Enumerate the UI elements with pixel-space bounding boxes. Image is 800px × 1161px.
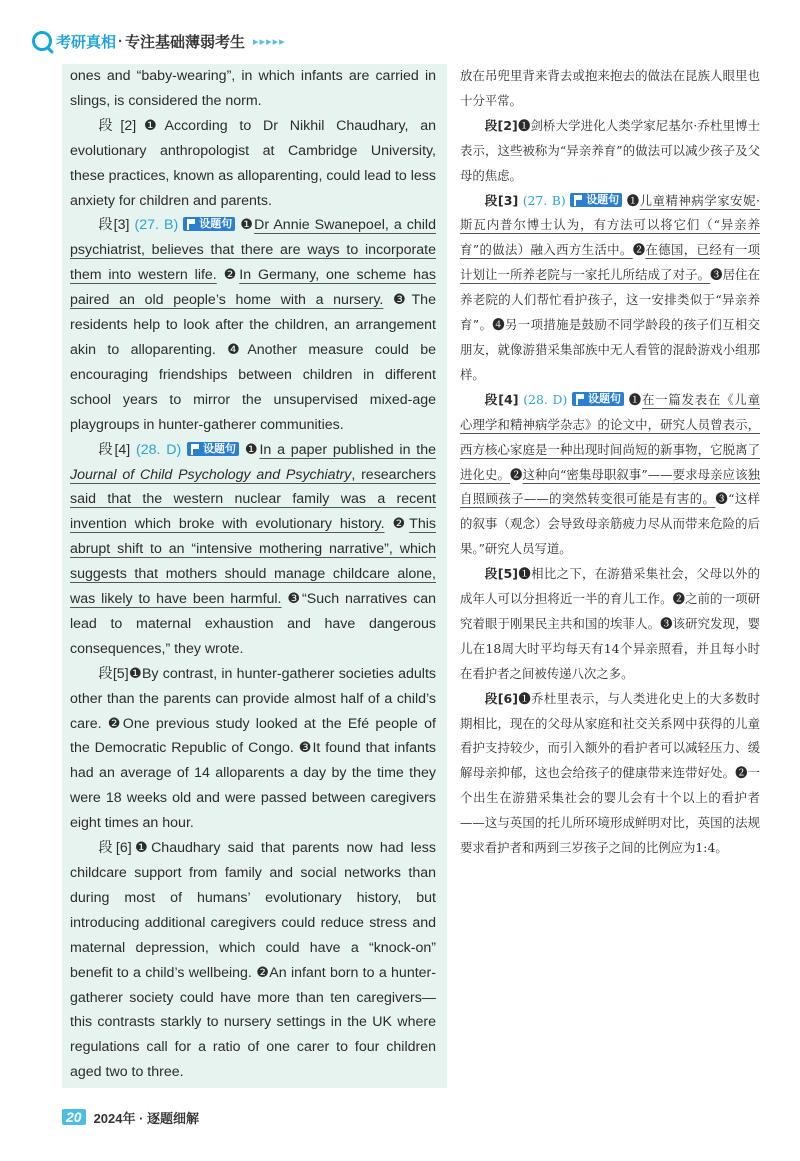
paragraph-label: 段[3]: [98, 217, 130, 234]
answer-key: (28. D): [523, 391, 568, 407]
sentence: The residents help to look after the children, an arrangement akin to alloparenting.: [70, 292, 436, 358]
sentence: 相比之下，在游猎采集社会，父母以外的成年人可以分担将近一半的育儿工作。: [460, 566, 761, 607]
sentence-number: ❸: [660, 615, 673, 631]
journal-title: Journal of Child Psychology and Psychiatry: [70, 466, 352, 483]
sentence: 之前的一项研究着眼于刚果民主共和国的埃菲人。: [460, 591, 761, 631]
chevrons-icon: ▸▸▸▸▸: [253, 35, 286, 48]
sentence: One previous study looked at the Efé people of the Democratic Republic of Congo.: [70, 715, 436, 757]
sentence: According to Dr Nikhil Chaudhary, an evolutionary anthropologist at Cambridge University, these practices, known as alloparenting, could lead to less anxiety for children and parents.: [70, 117, 436, 209]
sentence-number: ❹: [227, 341, 248, 358]
footer-title: 2024年 · 逐题细解: [93, 1110, 200, 1126]
paragraph-label: 段[5]: [484, 566, 519, 582]
magnifier-logo-icon: [32, 31, 52, 51]
sentence-number: ❷: [735, 765, 748, 781]
sentence: Chaudhary said that parents now had less childcare support from family and social networks than during most of humans’ evolutionary history, but introducing additional caregivers could reduce stress and maternal depression, which could have a “knock-on” benefit to a child’s wellbeing.: [70, 840, 436, 981]
sentence: An infant born to a hunter-gatherer society could have more than ten caregivers—this contrasts starkly to nursery settings in the UK where regulations call for a ratio of one carer to four children aged two to three.: [70, 964, 436, 1081]
question-sentence-flag-icon: 设题句: [570, 193, 622, 207]
sentence-number: ❶: [518, 566, 532, 582]
page-header: [32, 28, 286, 54]
sentence: Another measure could be encouraging friendships between children in different school years to mirror the unsupervised mixed-age playgroups in hunter-gatherer communities.: [70, 341, 436, 433]
paragraph-label: 段[6]: [484, 690, 519, 706]
sentence: 一个出生在游猎采集社会的婴儿会有十个以上的看护者——这与英国的托儿所环境形成鲜明对比，英国的法规要求看护者和两到三岁孩子之间的比例应为1:4。: [460, 765, 761, 856]
sentence-number: ❷: [392, 516, 410, 533]
sentence: 居住在养老院的人们帮忙看护孩子，这一安排类似于“异亲养育”。: [460, 267, 761, 333]
chinese-paragraph-3: [460, 189, 760, 388]
sentence-number: ❶: [518, 690, 532, 706]
page-footer: [62, 1106, 199, 1128]
sentence-number: ❷: [510, 466, 523, 482]
chinese-paragraph-4: [460, 388, 760, 562]
sentence-number: ❷: [672, 591, 686, 607]
question-sentence-flag-icon: 设题句: [183, 217, 235, 231]
english-passage: [70, 64, 436, 1085]
chinese-paragraph-6: [460, 687, 760, 861]
paragraph-label: 段[2]: [484, 117, 518, 133]
english-paragraph-5: [70, 662, 436, 836]
chinese-intro: 放在吊兜里背来背去或抱来抱去的做法在昆族人眼里也十分平常。: [460, 68, 760, 108]
sentence-number: ❷: [632, 242, 646, 258]
question-sentence-flag-icon: 设题句: [187, 442, 239, 456]
brand-slogan: 专注基础薄弱考生: [125, 33, 246, 51]
sentence-number: ❷: [223, 267, 240, 284]
sentence-number: ❸: [715, 491, 729, 507]
answer-key: (28. D): [136, 441, 182, 458]
answer-key: (27. B): [134, 217, 179, 234]
english-paragraph-3: [70, 213, 436, 437]
sentence-number: ❶: [128, 665, 142, 682]
sentence: “这样的叙事（观念）会导致母亲筋疲力尽从而带来危险的后果。”研究人员写道。: [460, 491, 761, 557]
underlined-sentence: 在一篇发表在《儿童心理学和精神病学杂志》的论文中，研究人员曾表示，西方核心家庭是一种出现时间尚短的新事物，它脱离了进化史。: [460, 391, 760, 482]
underlined-sentence: Dr Annie Swanepoel, a child psychiatrist, believes that there are ways to incorporate them into western life.: [70, 217, 436, 284]
sentence-number: ❶: [240, 217, 255, 234]
sentence-number: ❶: [628, 391, 642, 407]
sentence-number: ❶: [626, 192, 640, 208]
sentence-number: ❶: [131, 840, 152, 857]
page-number: 20: [62, 1109, 86, 1125]
sentence-number: ❷: [107, 715, 123, 732]
chinese-paragraph-2: [460, 114, 760, 189]
english-intro: ones and “baby-wearing”, in which infants are carried in slings, is considered the norm.: [70, 68, 436, 109]
paragraph-label: 段[3]: [484, 192, 519, 208]
brand-separator: ·: [118, 32, 124, 50]
underlined-sentence: In a paper published in the Journal of Child Psychology and Psychiatry, researchers said that the western nuclear family was a recent invention which broke with evolutionary history.: [70, 441, 436, 533]
paragraph-label: 段[4]: [98, 441, 131, 458]
english-paragraph-2: [70, 114, 436, 214]
sentence-number: ❶: [517, 117, 531, 133]
chinese-translation: [460, 64, 760, 861]
chinese-paragraph-5: [460, 562, 760, 687]
brand-title: 考研真相: [56, 33, 117, 51]
underlined-sentence: This abrupt shift to an “intensive mothering narrative”, which suggests that mothers should manage childcare alone, was likely to have been harmful.: [70, 516, 436, 608]
sentence: 该研究发现，婴儿在18周大时平均每天有14个异亲照看，并且每小时在看护者之间被传递八次之多。: [460, 615, 761, 681]
english-paragraph-6: [70, 836, 436, 1085]
paragraph-label: 段[4]: [484, 391, 519, 407]
sentence: 乔杜里表示，与人类进化史上的大多数时期相比，现在的父母从家庭和社交关系网中获得的儿童看护支持较少，而引入额外的看护者可以减轻压力、缓解母亲抑郁，这也会给孩子的健康带来连带好处。: [460, 690, 761, 781]
sentence-number: ❸: [298, 740, 313, 757]
sentence-number: ❶: [136, 117, 165, 134]
underlined-sentence: In Germany, one scheme has paired an old people’s home with a nursery.: [70, 267, 436, 309]
underlined-sentence: 这种向“密集母职叙事”——要求母亲应该独自照顾孩子——的突然转变很可能是有害的。: [460, 466, 761, 507]
sentence-number: ❸: [287, 591, 303, 608]
paragraph-label: 段[2]: [98, 117, 137, 134]
sentence-number: ❸: [710, 267, 723, 283]
sentence: “Such narratives can lead to maternal exhaustion and have dangerous consequences,” they wrote.: [70, 591, 436, 657]
sentence-number: ❶: [244, 441, 260, 458]
sentence: It found that infants had an average of 14 alloparents a day by the time they were 18 weeks old and were passed between caregivers eight times an hour.: [70, 740, 436, 832]
sentence-number: ❸: [393, 292, 412, 309]
paragraph-label: 段[5]: [98, 665, 129, 682]
underlined-sentence: 在德国，已经有一项计划让一所养老院与一家托儿所结成了对子。: [460, 242, 761, 283]
question-sentence-flag-icon: 设题句: [572, 392, 624, 406]
sentence: 另一项措施是鼓励不同学龄段的孩子们互相交朋友，就像游猎采集部族中无人看管的混龄游戏小组那样。: [460, 317, 761, 382]
sentence-number: ❹: [492, 317, 506, 333]
english-paragraph-4: [70, 438, 436, 662]
answer-key: (27. B): [522, 192, 566, 208]
sentence: By contrast, in hunter-gatherer societies adults other than the parents can provide almost half of a child’s care.: [70, 665, 436, 732]
paragraph-label: 段[6]: [98, 840, 132, 857]
underlined-sentence: 儿童精神病学家安妮·斯瓦内普尔博士认为，有方法可以将它们（“异亲养育”的做法）融入西方生活中。: [460, 192, 760, 258]
sentence-number: ❷: [256, 964, 270, 981]
sentence: 剑桥大学进化人类学家尼基尔·乔杜里博士表示，这些被称为“异亲养育”的做法可以减少孩子及父母的焦虑。: [460, 117, 760, 183]
